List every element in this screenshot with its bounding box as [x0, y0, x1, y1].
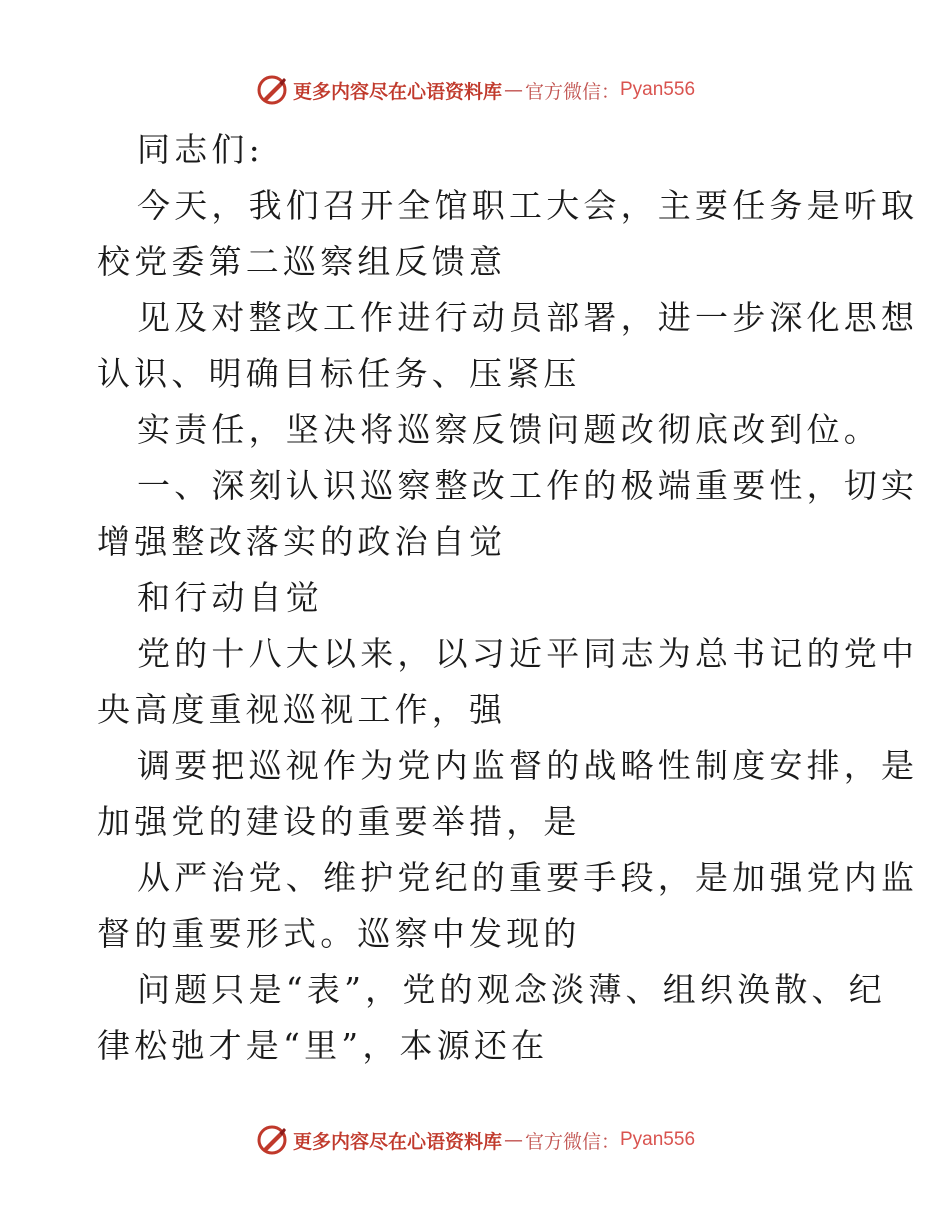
text-line: 从严治党、维护党纪的重要手段，是加强党内监	[137, 858, 919, 897]
text-line: 同志们:	[137, 130, 264, 169]
banner-wechat-handle: Pyan556	[620, 79, 696, 100]
banner-dash: —	[503, 1129, 523, 1151]
header-watermark-banner	[0, 70, 950, 110]
banner-wechat-label: 官方微信：	[524, 1130, 620, 1153]
text-line: 今天，我们召开全馆职工大会，主要任务是听取	[137, 186, 919, 225]
text-line: 问题只是“表”，党的观念淡薄、组织涣散、纪	[137, 970, 886, 1009]
banner-wechat-label: 官方微信：	[524, 80, 620, 103]
text-line: 调要把巡视作为党内监督的战略性制度安排，是	[137, 746, 919, 785]
banner-brand-text: 更多内容尽在心语资料库	[292, 80, 502, 103]
text-line: 一、深刻认识巡察整改工作的极端重要性，切实	[137, 466, 919, 505]
document-body	[97, 122, 919, 1074]
banner-brand-text: 更多内容尽在心语资料库	[292, 1130, 502, 1153]
text-line: 和行动自觉	[137, 578, 323, 617]
text-line: 央高度重视巡视工作，强	[97, 690, 507, 729]
pen-logo-icon	[255, 73, 289, 107]
text-line: 督的重要形式。巡察中发现的	[97, 914, 581, 953]
banner-dash: —	[503, 79, 523, 101]
text-line: 律松弛才是“里”，本源还在	[97, 1026, 549, 1065]
pen-logo-icon	[255, 1123, 289, 1157]
text-line: 实责任，坚决将巡察反馈问题改彻底改到位。	[137, 410, 881, 449]
text-line: 校党委第二巡察组反馈意	[97, 242, 507, 281]
text-line: 认识、明确目标任务、压紧压	[97, 354, 581, 393]
text-line: 加强党的建设的重要举措，是	[97, 802, 581, 841]
text-line: 增强整改落实的政治自觉	[97, 522, 507, 561]
text-line: 见及对整改工作进行动员部署，进一步深化思想	[137, 298, 919, 337]
footer-watermark-banner	[0, 1120, 950, 1160]
banner-wechat-handle: Pyan556	[620, 1129, 696, 1150]
text-line: 党的十八大以来，以习近平同志为总书记的党中	[137, 634, 919, 673]
